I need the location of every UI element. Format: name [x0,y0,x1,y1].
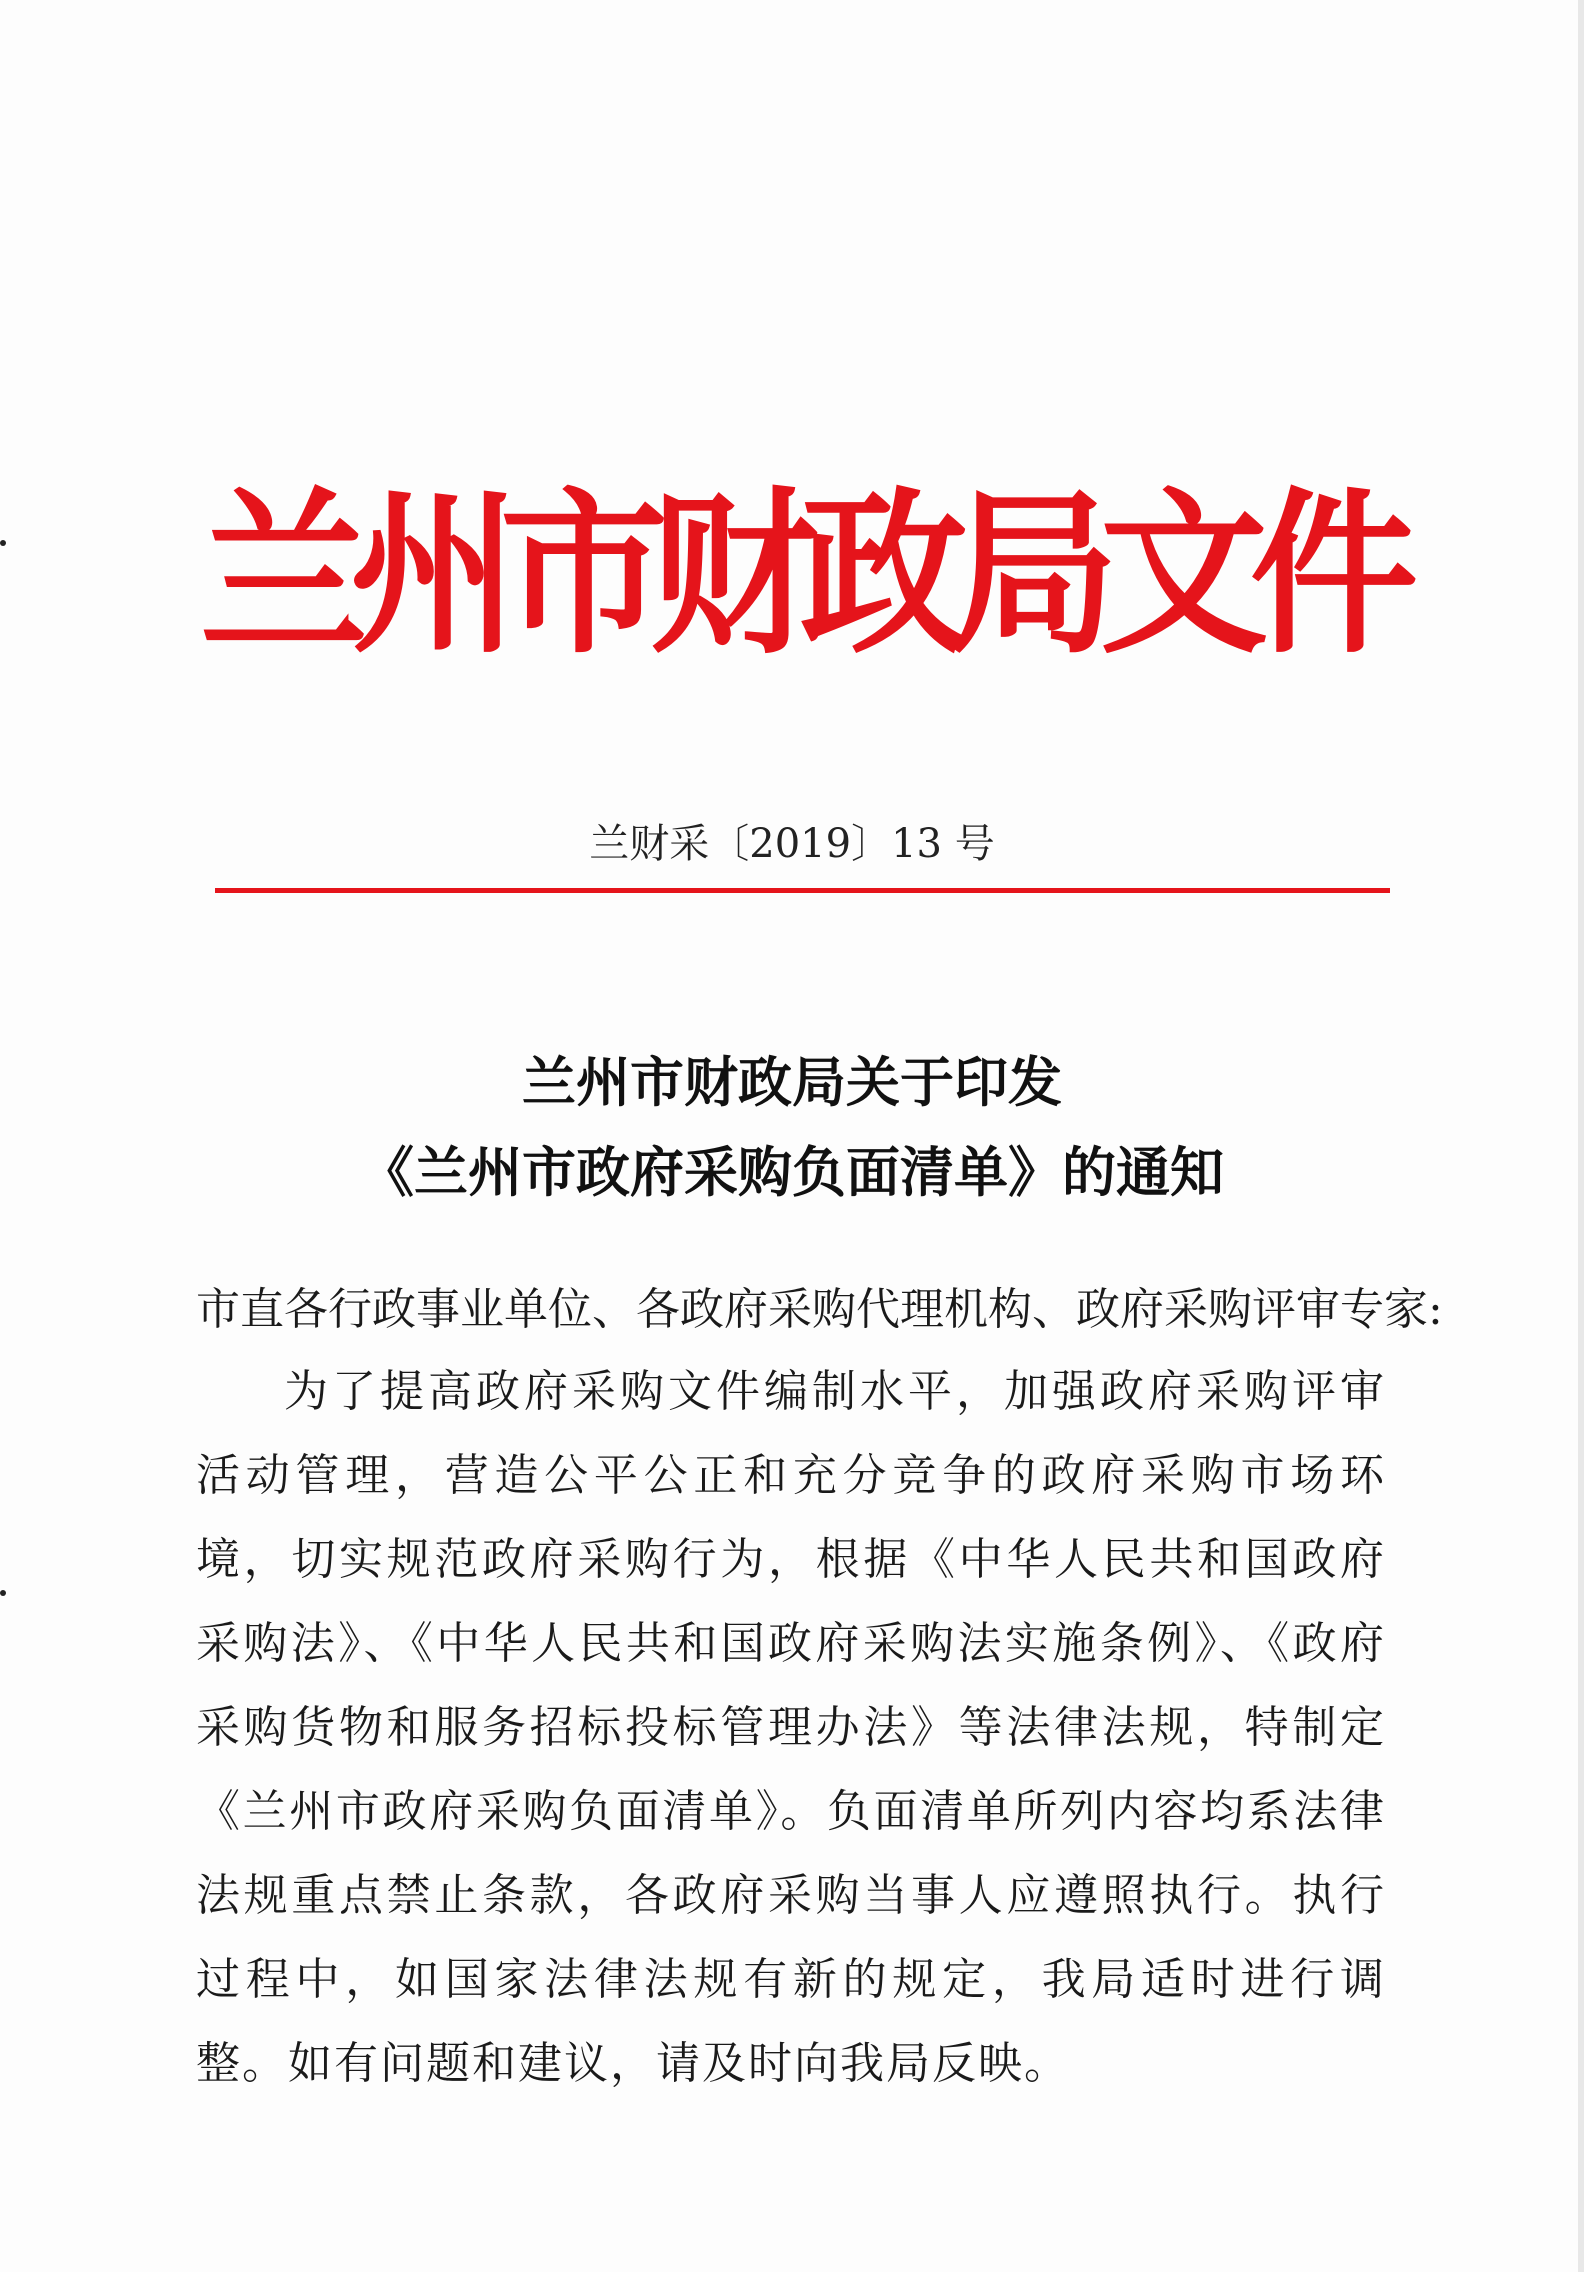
notice-title-line-1: 兰州市财政局关于印发 [522,1051,1062,1114]
red-divider-line [215,888,1390,893]
document-number: 兰财采〔2019〕13 号 [589,821,995,867]
notice-title-line-2: 《兰州市政府采购负面清单》的通知 [360,1141,1224,1204]
masthead-char: 市 [500,471,668,678]
masthead-char: 政 [800,471,968,678]
masthead-char: 文 [1100,471,1268,678]
masthead-char: 兰 [200,471,368,678]
salutation: 市直各行政事业单位、各政府采购代理机构、政府采购评审专家: [196,1284,1443,1335]
masthead-char: 州 [350,471,518,678]
masthead-char: 件 [1250,471,1418,678]
masthead-title [200,439,1418,681]
scan-mark [0,1590,6,1596]
scan-mark [0,540,6,546]
body-paragraph: 为了提高政府采购文件编制水平，加强政府采购评审活动管理，营造公平公正和充分竞争的政府采购市场环境，切实规范政府采购行为，根据《中华人民共和国政府采购法》、《中华人民共和国政府采购法实施条例》、《政府采购货物和服务招标投标管理办法》等法律法规，特制定《兰州市政府采购负面清单》。负面清单所列内容均系法律法规重点禁止条款，各政府采购当事人应遵照执行。执行过程中，如国家法律法规有新的规定，我局适时进行调整。如有问题和建议，请及时向我局反映。 [196,1366,1386,2089]
masthead-char: 财 [650,471,818,678]
masthead-char: 局 [950,471,1118,678]
